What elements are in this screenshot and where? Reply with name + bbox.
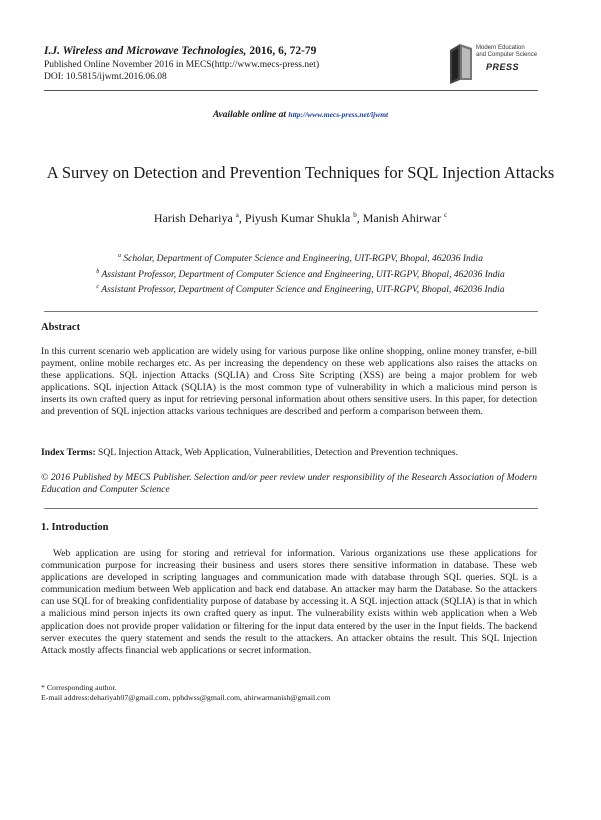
email-footnote: E-mail address:dehariyah07@gmail.com, pphdwss@gmail.com, ahirwarmanish@gmail.com — [41, 693, 331, 702]
abstract-bottom-rule — [44, 508, 538, 509]
author-sep: , — [356, 211, 363, 225]
affiliation-sup: b — [96, 268, 100, 275]
affiliation-line — [0, 266, 601, 282]
affiliation-text: Assistant Professor, Department of Computer Science and Engineering, UIT-RGPV, Bhopal, 462036 India — [101, 269, 505, 280]
author-sup: b — [353, 211, 357, 219]
author-list — [0, 211, 601, 226]
index-terms-text: SQL Injection Attack, Web Application, Vulnerabilities, Detection and Prevention techniques. — [98, 447, 459, 458]
journal-title: I.J. Wireless and Microwave Technologies, — [44, 45, 247, 57]
logo-press: PRESS — [486, 62, 520, 72]
introduction-heading: 1. Introduction — [41, 522, 109, 533]
abstract-text: In this current scenario web application are widely using for various purpose like online shopping, online money transfer, e-bill payment, online mobile recharges etc. As per increasing the dependency on these web applications also raises the attacks on these applications. SQL injection Attacks (SQLIA) and Cross Site Scripting (XSS) are being a major problem for web applications. SQL injection Attack (SQLIA) is the most common type of vulnerability in which a malicious mind person is inserts its own crafted query as input for retrieving personal information about others sensitive users. In this paper, for detection and prevention of SQL injection attacks various techniques are described and perform a comparison between them. — [41, 346, 537, 417]
affiliation-text: Scholar, Department of Computer Science and Engineering, UIT-RGPV, Bhopal, 462036 India — [123, 254, 483, 265]
header-rule — [44, 90, 538, 91]
publisher-logo — [446, 40, 556, 88]
affiliation-sup: a — [118, 253, 122, 259]
paper-title: A Survey on Detection and Prevention Techniques for SQL Injection Attacks — [46, 163, 555, 182]
index-terms-label: Index Terms: — [41, 447, 96, 458]
corresponding-author-note: * Corresponding author. — [41, 683, 117, 692]
affiliation-line — [0, 250, 601, 266]
affiliation-line — [0, 281, 601, 297]
affiliation-sup: c — [96, 284, 100, 291]
abstract-top-rule — [44, 311, 538, 312]
author-sup: a — [235, 211, 239, 219]
author-sep: , — [238, 211, 245, 225]
affiliation-text: Assistant Professor, Department of Computer Science and Engineering, UIT-RGPV, Bhopal, 462036 India — [101, 285, 505, 296]
doi-line: DOI: 10.5815/ijwmt.2016.06.08 — [44, 72, 167, 82]
index-terms — [41, 447, 537, 459]
availability-line — [0, 110, 601, 120]
journal-url-link[interactable]: http://www.mecs-press.net/ijwmt — [288, 110, 389, 119]
introduction-text: Web application are using for storing and retrieval for information. Various organizations use these applications for communication purpose for increasing their business and users stores there sensitive information in database. These web applications are developed in scripting languages and communication made with database through SQL queries. SQL is a communication medium between Web application and back end database. An attacker may harm the Database. So the attackers can use SQL for of breaking confidentiality purpose of database by accessing it. A SQL injection attack (SQLIA) is that in which a malicious mind person injects its own crafted query as input. The vulnerability exists within web application when a Web application does not provide proper validation or filtering for the input data entered by the user in the Input fields. The backend server executes the query statement and sends the result to the attackers. An attacker obtains the result. This SQL Injection Attack mostly affects financial web applications or secret information. — [41, 548, 537, 656]
copyright-notice: © 2016 Published by MECS Publisher. Selection and/or peer review under responsibility of the Research Association of Modern Education and Computer Science — [41, 472, 537, 495]
availability-label: Available online at — [212, 110, 287, 120]
abstract-heading: Abstract — [41, 322, 81, 333]
author-name: Piyush Kumar Shukla — [244, 211, 351, 225]
author-sup: c — [444, 211, 448, 219]
journal-volume: 2016, 6, 72-79 — [249, 45, 317, 57]
book-logo-icon — [446, 40, 476, 84]
logo-text-line2: and Computer Science — [476, 52, 538, 58]
published-line: Published Online November 2016 in MECS(http://www.mecs-press.net) — [44, 60, 320, 70]
author-name: Manish Ahirwar — [362, 211, 442, 225]
author-name: Harish Dehariya — [153, 211, 233, 225]
affiliations — [0, 250, 601, 297]
journal-name — [44, 45, 316, 57]
logo-text-line1: Modern Education — [476, 45, 525, 51]
